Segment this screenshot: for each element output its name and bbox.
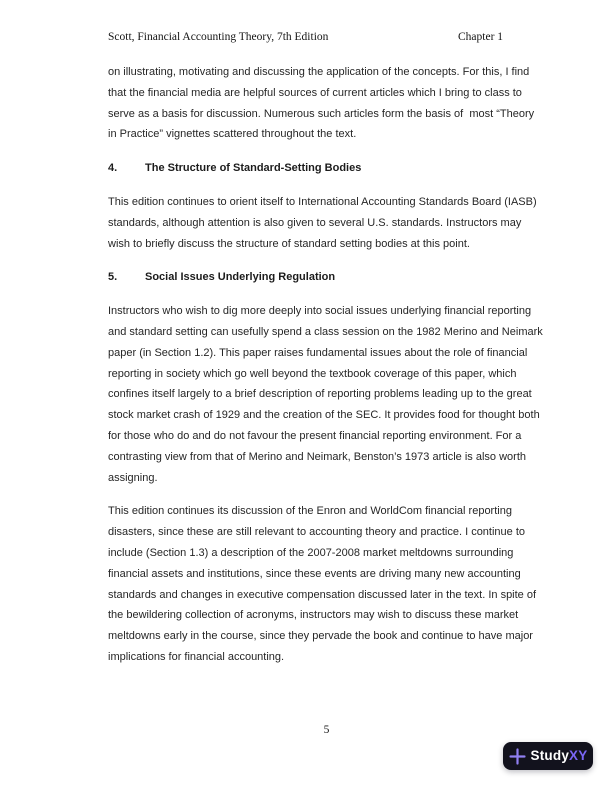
section-number: 4.	[108, 162, 118, 175]
header-chapter-label: Chapter 1	[458, 31, 504, 43]
studyxy-watermark	[503, 742, 593, 770]
paragraph: Instructors who wish to dig more deeply into social issues underlying financial reporting and standard setting can usefully spend a class session on the 1982 Merino and Neimark paper (in Section 1.2). This paper raises fundamental issues about the role of financial reporting in society which go well beyond the textbook coverage of this paper, which confines itself largely to a brief description of reporting problems leading up to the great stock market crash of 1929 and the creation of the SEC. It provides food for thought both for those who do and do not favour the present financial reporting environment. For a contrasting view from that of Merino and Neimark, Benston’s 1973 article is also worth assigning.	[108, 305, 546, 484]
plus-icon	[509, 748, 526, 765]
header-running-title: Scott, Financial Accounting Theory, 7th Edition	[108, 31, 329, 43]
paragraph: on illustrating, motivating and discussing the application of the concepts. For this, I find that the financial media are helpful sources of current articles which I bring to class to serve as a basis for discussion. Numerous such articles form the basis of most “Theory in Practice” vignettes scattered throughout the text.	[108, 66, 538, 141]
page-footer	[108, 724, 545, 736]
document-content	[108, 62, 545, 681]
section-heading	[108, 267, 545, 288]
paragraph: This edition continues to orient itself to International Accounting Standards Board (IASB) standards, although attention is also given to several U.S. standards. Instructors may wish to briefly discuss the structure of standard setting bodies at this point.	[108, 195, 540, 250]
page-number: 5	[323, 724, 330, 736]
paragraph: This edition continues its discussion of the Enron and WorldCom financial reporting disasters, since these are still relevant to accounting theory and practice. I continue to include (Section 1.3) a description of the 2007-2008 market meltdowns surrounding financial assets and institutions, since these events are driving many new accounting standards and changes in executive compensation discussed later in the text. In spite of the bewildering collection of acronyms, instructors may wish to discuss these market meltdowns early in the course, since they pervade the book and continue to have major implications for financial accounting.	[108, 505, 540, 663]
section-heading	[108, 158, 545, 179]
page-header	[108, 31, 540, 47]
section-title: The Structure of Standard-Setting Bodies	[145, 162, 362, 175]
brand-text-accent: XY	[569, 748, 588, 764]
section-title: Social Issues Underlying Regulation	[145, 271, 336, 284]
section-number: 5.	[108, 271, 118, 284]
brand-text-primary: Study	[530, 748, 570, 764]
brand-wordmark	[531, 749, 588, 763]
